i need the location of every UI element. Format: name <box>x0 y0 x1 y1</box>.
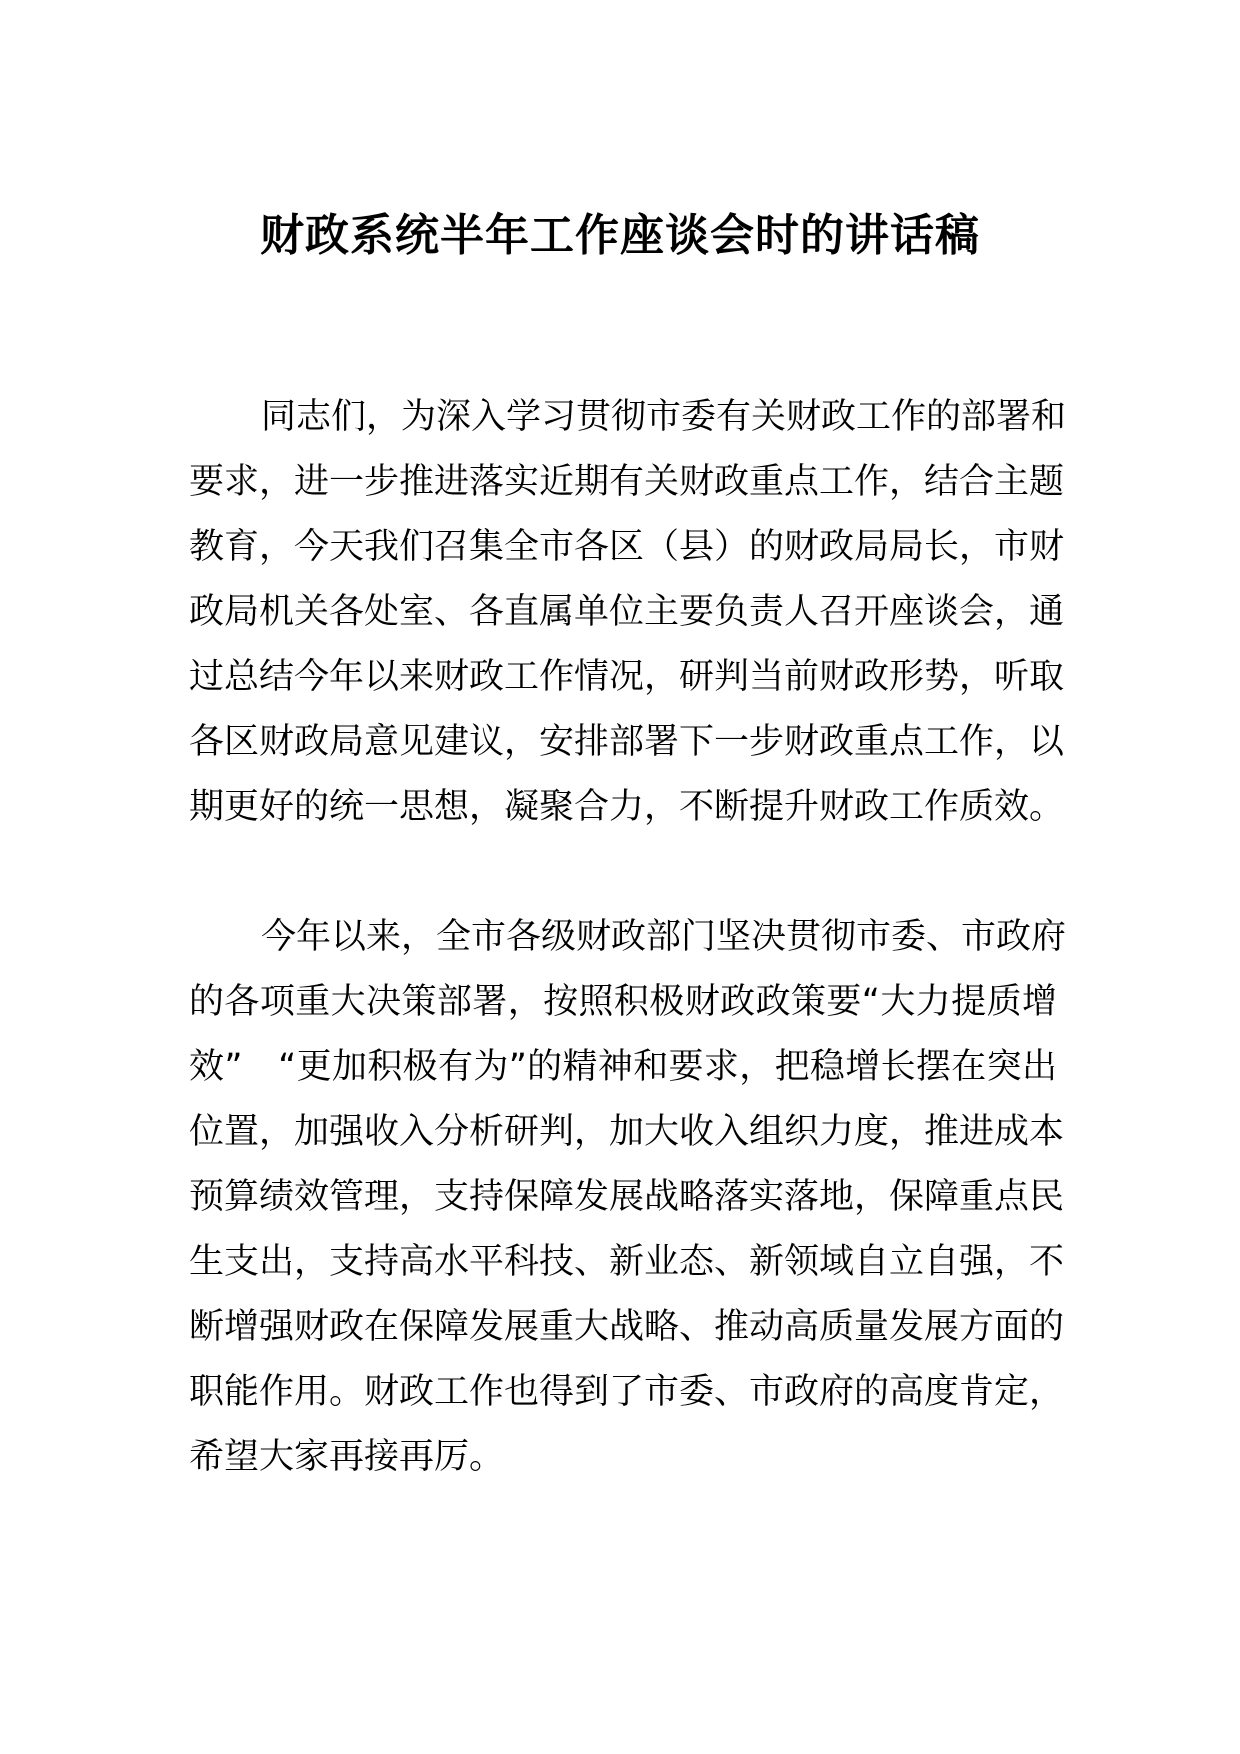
text-line: 希望大家再接再厉。 <box>189 1437 505 1477</box>
text-line: 各区财政局意见建议，安排部署下一步财政重点工作，以 <box>189 722 1065 762</box>
text-line: 预算绩效管理，支持保障发展战略落实落地，保障重点民 <box>189 1177 1065 1217</box>
text-line: 期更好的统一思想，凝聚合力，不断提升财政工作质效。 <box>189 787 1065 827</box>
document-title: 财政系统半年工作座谈会时的讲话稿 <box>260 210 980 261</box>
text-line: 政局机关各处室、各直属单位主要负责人召开座谈会，通 <box>189 592 1065 632</box>
paragraph-2 <box>189 905 1067 1490</box>
text-line: 同志们，为深入学习贯彻市委有关财政工作的部署和 <box>261 397 1067 437</box>
text-line: 过总结今年以来财政工作情况，研判当前财政形势，听取 <box>189 657 1065 697</box>
text-line: 断增强财政在保障发展重大战略、推动高质量发展方面的 <box>189 1307 1065 1347</box>
text-line: 职能作用。财政工作也得到了市委、市政府的高度肯定， <box>189 1372 1065 1412</box>
text-line: 今年以来，全市各级财政部门坚决贯彻市委、市政府 <box>261 917 1067 957</box>
paragraph-1 <box>189 385 1067 840</box>
text-line: 要求，进一步推进落实近期有关财政重点工作，结合主题 <box>189 462 1065 502</box>
text-line: 位置，加强收入分析研判，加大收入组织力度，推进成本 <box>189 1112 1065 1152</box>
text-line: 的各项重大决策部署，按照积极财政政策要“大力提质增 <box>189 982 1057 1022</box>
text-line: 效” “更加积极有为”的精神和要求，把稳增长摆在突出 <box>189 1047 1057 1087</box>
text-line: 生支出，支持高水平科技、新业态、新领域自立自强，不 <box>189 1242 1065 1282</box>
text-line: 教育，今天我们召集全市各区（县）的财政局局长，市财 <box>189 527 1065 567</box>
